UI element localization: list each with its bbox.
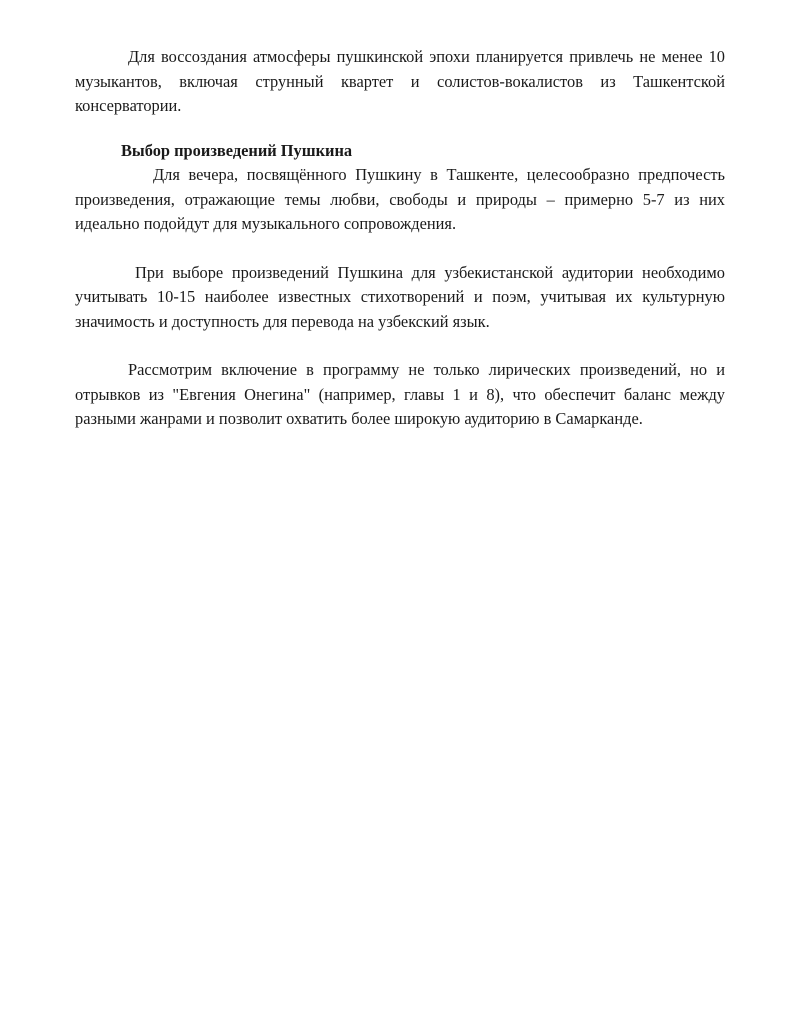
paragraph-musicians: Для воссоздания атмосферы пушкинской эпохи планируется привлечь не менее 10 музыкантов, включая струнный квартет и солистов-вокалистов из Ташкентской консерватории. [75,47,725,115]
text-body [75,45,725,432]
section-heading: Выбор произведений Пушкина [121,140,353,160]
paragraph-onegin-program: Рассмотрим включение в программу не только лирических произведений, но и отрывков из "Евгения Онегина" (например, главы 1 и 8), что обеспечит баланс между разными жанрами и позволит охватить более широкую аудиторию в Самарканде. [75,360,725,428]
paragraph-audience-selection: При выборе произведений Пушкина для узбекистанской аудитории необходимо учитывать 10-15 наиболее известных стихотворений и поэм, учитывая их культурную значимость и доступность для перевода на узбекский язык. [75,262,725,331]
paragraph-evening-works: Для вечера, посвящённого Пушкину в Ташкенте, целесообразно предпочесть произведения, отражающие темы любви, свободы и природы – примерно 5-7 из них идеально подойдут для музыкального сопровождения. [75,165,725,233]
